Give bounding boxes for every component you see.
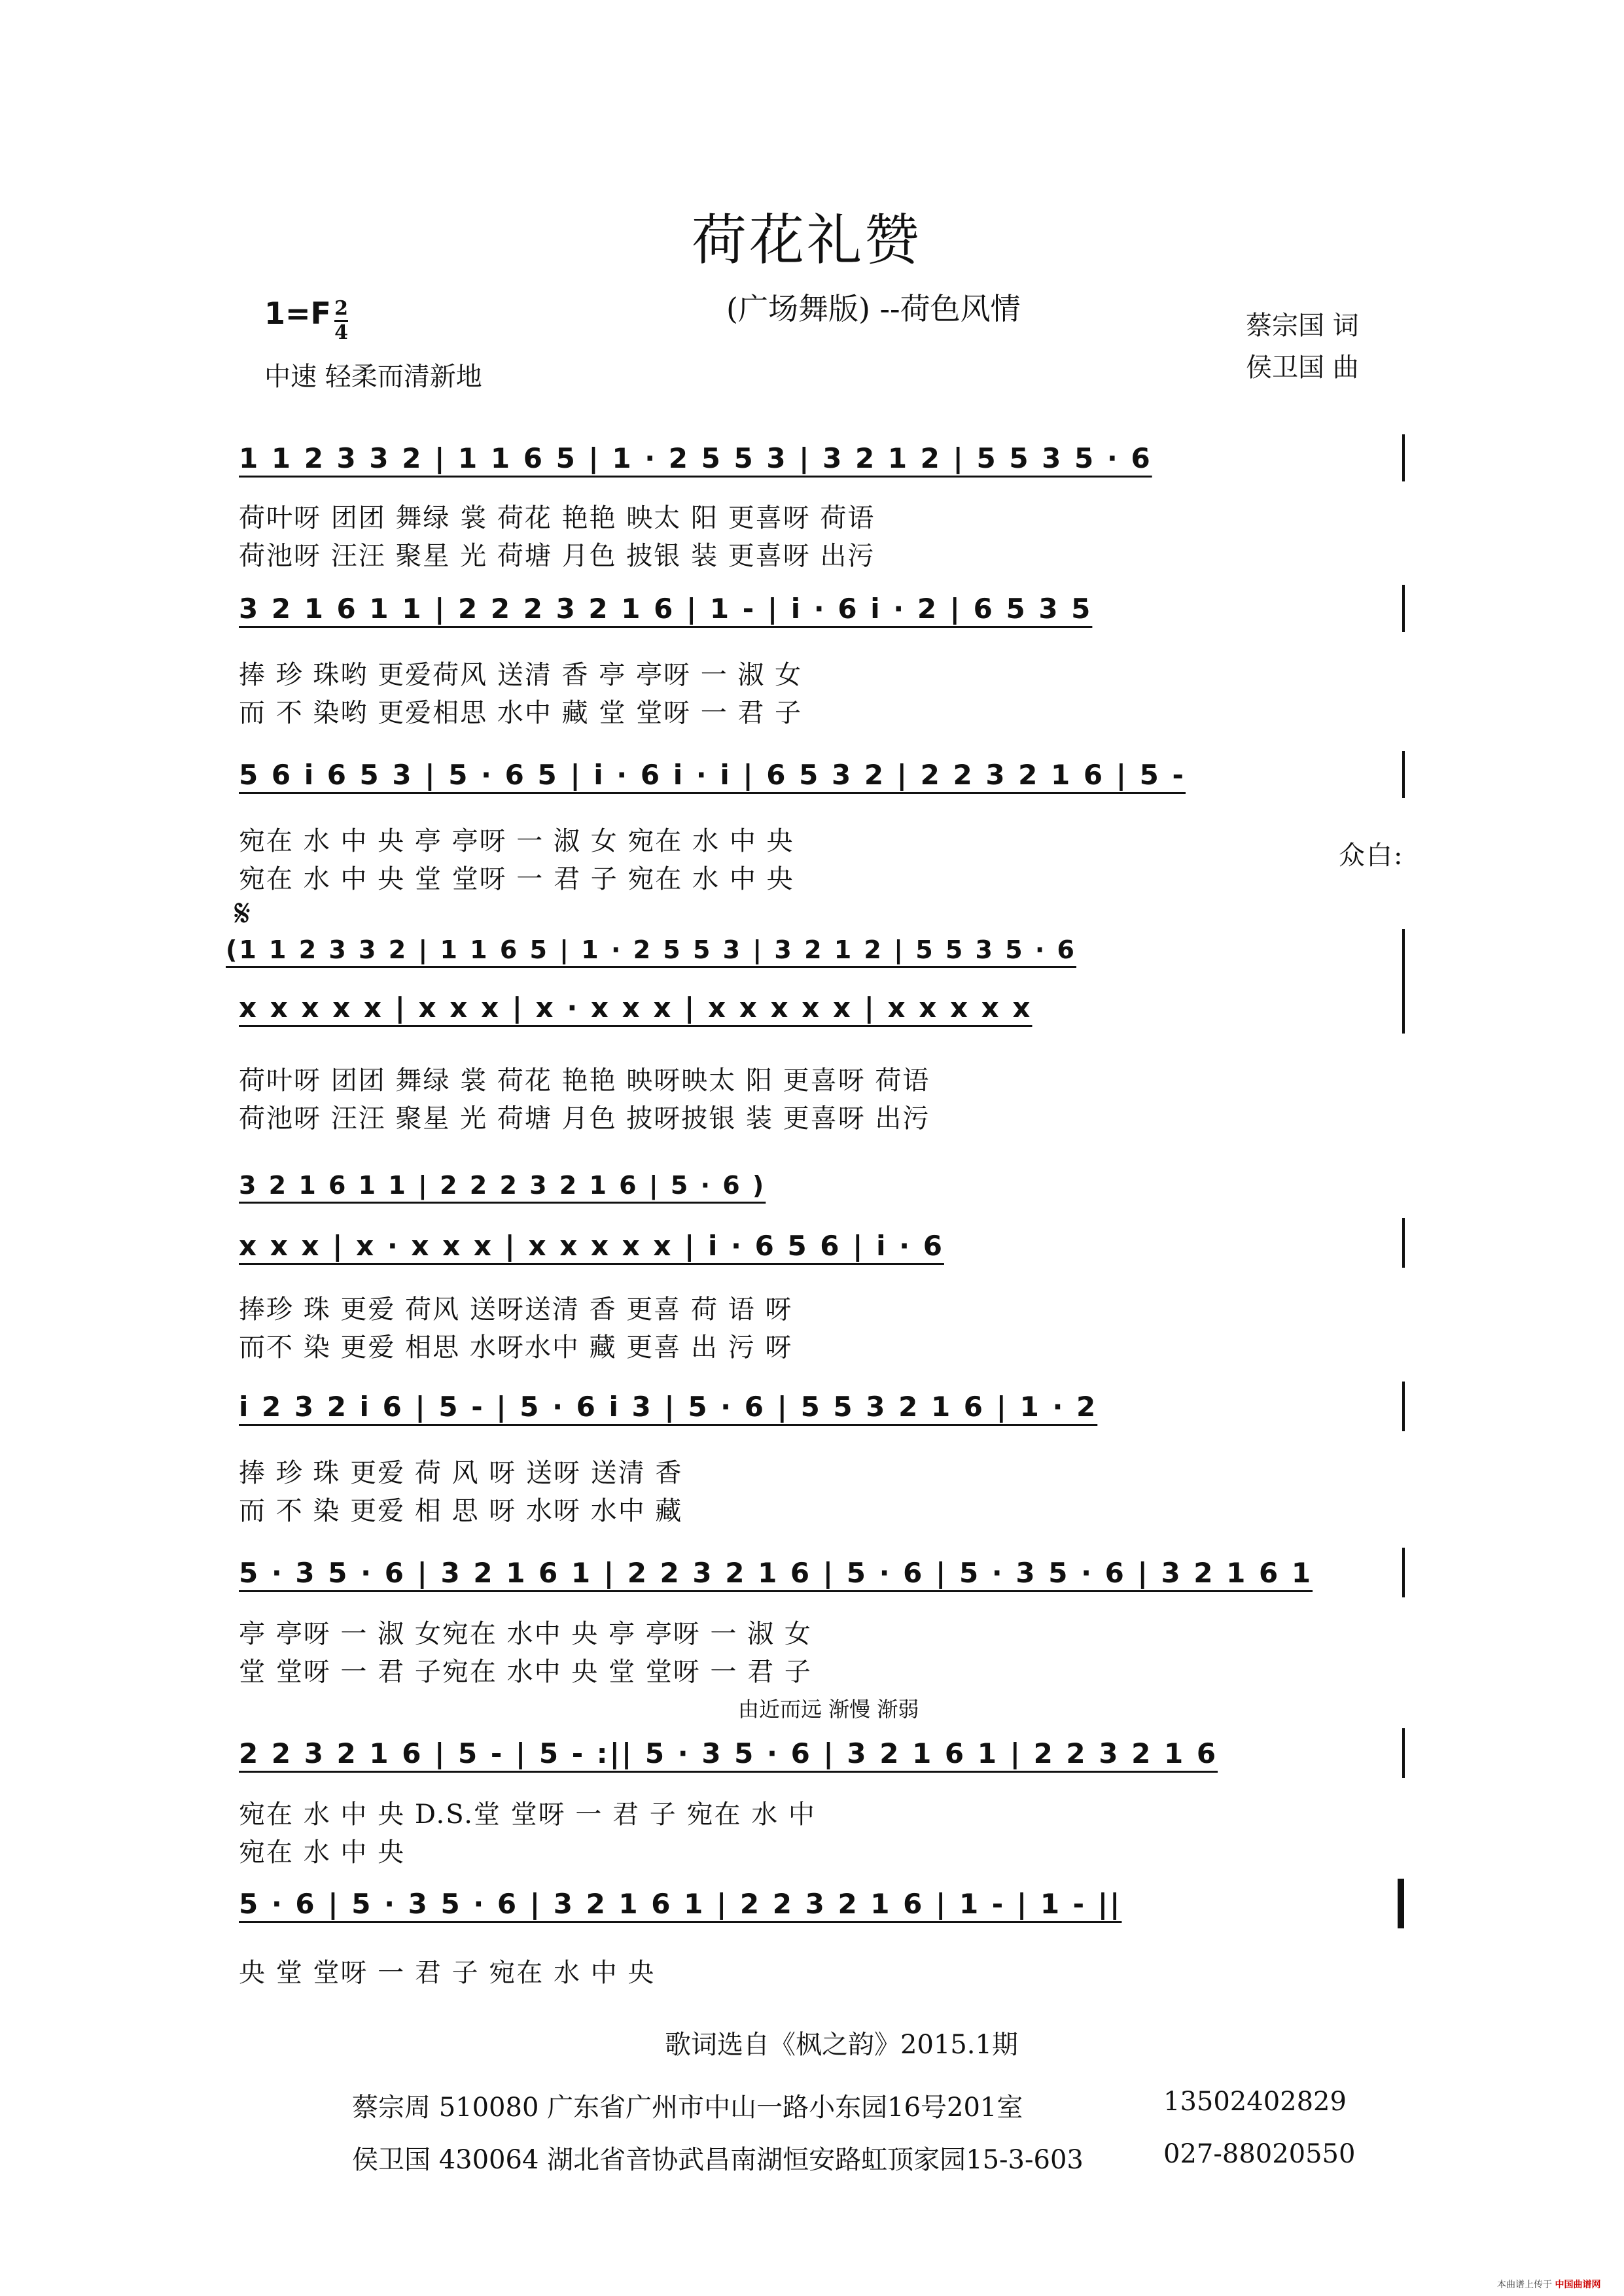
segno-sign: 𝄋 xyxy=(234,891,251,935)
dynamics-direction: 由近而远 渐慢 渐弱 xyxy=(738,1697,919,1722)
notation-line: 2 2 3 2 1 6 | 5 - | 5 - :|| 5 · 3 5 · 6 | 3 2 1 6 1 | 2 2 3 2 1 6 xyxy=(239,1737,1218,1769)
time-bottom: 4 xyxy=(334,321,348,344)
lyric-verse-1: 捧 珍 珠哟 更爱荷风 送清 香 亭 亭呀 一 淑 女 xyxy=(239,660,803,690)
lyric-verse-1: 宛在 水 中 央 亭 亭呀 一 淑 女 宛在 水 中 央 xyxy=(239,826,794,856)
contact-composer: 侯卫国 430064 湖北省音协武昌南湖恒安路虹顶家园15-3-603 xyxy=(352,2145,1084,2175)
key-label: 1=F xyxy=(264,296,331,331)
lyric-verse-1: 捧 珍 珠 更爱 荷 风 呀 送呀 送清 香 xyxy=(239,1458,683,1488)
spoken-aside: 众白: xyxy=(1339,841,1404,871)
barline-end xyxy=(1402,434,1405,481)
barline-end xyxy=(1402,1728,1405,1778)
composer: 侯卫国 曲 xyxy=(1246,353,1359,383)
barline-end xyxy=(1402,929,1405,1034)
upload-notice xyxy=(1497,2278,1600,2291)
notation-line: 5 6 i 6 5 3 | 5 · 6 5 | i · 6 i · i | 6 5 3 2 | 2 2 3 2 1 6 | 5 - xyxy=(239,759,1186,791)
lyric-verse-1: 捧珍 珠 更爱 荷风 送呀送清 香 更喜 荷 语 呀 xyxy=(239,1295,793,1325)
barline-end xyxy=(1402,1548,1405,1597)
lyric-verse-1: 央 堂 堂呀 一 君 子 宛在 水 中 央 xyxy=(239,1958,656,1988)
lyric-verse-2: 而 不 染哟 更爱相思 水中 藏 堂 堂呀 一 君 子 xyxy=(239,698,803,728)
notation-line: 1 1 2 3 3 2 | 1 1 6 5 | 1 · 2 5 5 3 | 3 2 1 2 | 5 5 3 5 · 6 xyxy=(239,442,1152,474)
notation-line: (1 1 2 3 3 2 | 1 1 6 5 | 1 · 2 5 5 3 | 3 2 1 2 | 5 5 3 5 · 6 xyxy=(226,935,1076,964)
lyric-verse-2: 宛在 水 中 央 xyxy=(239,1837,406,1868)
lyric-verse-2: 荷池呀 汪汪 聚星 光 荷塘 月色 披银 装 更喜呀 出污 xyxy=(239,541,875,571)
barline-end xyxy=(1402,1382,1405,1431)
key-signature xyxy=(264,296,348,344)
lyric-verse-2: 宛在 水 中 央 堂 堂呀 一 君 子 宛在 水 中 央 xyxy=(239,864,794,894)
notation-line: 5 · 6 | 5 · 3 5 · 6 | 3 2 1 6 1 | 2 2 3 2 1 6 | 1 - | 1 - || xyxy=(239,1888,1122,1920)
phone-lyricist: 13502402829 xyxy=(1163,2087,1347,2117)
lyric-verse-1: 宛在 水 中 央 D.S.堂 堂呀 一 君 子 宛在 水 中 xyxy=(239,1800,816,1830)
rhythm-line: x x x | x · x x x | x x x x x | i · 6 5 6 | i · 6 xyxy=(239,1230,944,1262)
lyric-verse-2: 而 不 染 更爱 相 思 呀 水呀 水中 藏 xyxy=(239,1496,683,1526)
site-logo: 中国曲谱网 xyxy=(1555,2280,1601,2290)
notation-line: 5 · 3 5 · 6 | 3 2 1 6 1 | 2 2 3 2 1 6 | 5 · 6 | 5 · 3 5 · 6 | 3 2 1 6 1 xyxy=(239,1557,1313,1589)
lyric-verse-1: 亭 亭呀 一 淑 女宛在 水中 央 亭 亭呀 一 淑 女 xyxy=(239,1619,812,1649)
lyric-verse-1: 荷叶呀 团团 舞绿 裳 荷花 艳艳 映太 阳 更喜呀 荷语 xyxy=(239,503,875,533)
upload-text: 本曲谱上传于 xyxy=(1497,2280,1552,2290)
time-signature xyxy=(334,298,348,344)
barline-end xyxy=(1402,585,1405,632)
lyric-verse-2: 而不 染 更爱 相思 水呀水中 藏 更喜 出 污 呀 xyxy=(239,1332,793,1363)
lyric-verse-1: 荷叶呀 团团 舞绿 裳 荷花 艳艳 映呀映太 阳 更喜呀 荷语 xyxy=(239,1066,930,1096)
final-barline xyxy=(1398,1879,1404,1928)
lyrics-source: 歌词选自《枫之韵》2015.1期 xyxy=(665,2030,1018,2060)
rhythm-line: x x x x x | x x x | x · x x x | x x x x x | x x x x x xyxy=(239,992,1033,1024)
score-subtitle: (广场舞版) --荷色风情 xyxy=(726,291,1021,326)
score-title: 荷花礼赞 xyxy=(692,208,923,272)
notation-line: 3 2 1 6 1 1 | 2 2 2 3 2 1 6 | 1 - | i · 6 i · 2 | 6 5 3 5 xyxy=(239,593,1093,625)
notation-line: 3 2 1 6 1 1 | 2 2 2 3 2 1 6 | 5 · 6 ) xyxy=(239,1171,766,1200)
lyric-verse-2: 荷池呀 汪汪 聚星 光 荷塘 月色 披呀披银 装 更喜呀 出污 xyxy=(239,1104,930,1134)
contact-lyricist: 蔡宗周 510080 广东省广州市中山一路小东园16号201室 xyxy=(352,2093,1023,2123)
barline-end xyxy=(1402,1218,1405,1268)
lyricist: 蔡宗国 词 xyxy=(1246,311,1359,341)
barline-end xyxy=(1402,751,1405,798)
notation-line: i 2 3 2 i 6 | 5 - | 5 · 6 i 3 | 5 · 6 | 5 5 3 2 1 6 | 1 · 2 xyxy=(239,1391,1098,1423)
time-top: 2 xyxy=(334,298,348,322)
phone-composer: 027-88020550 xyxy=(1163,2139,1356,2169)
tempo-marking: 中速 轻柔而清新地 xyxy=(264,362,482,392)
lyric-verse-2: 堂 堂呀 一 君 子宛在 水中 央 堂 堂呀 一 君 子 xyxy=(239,1657,812,1687)
